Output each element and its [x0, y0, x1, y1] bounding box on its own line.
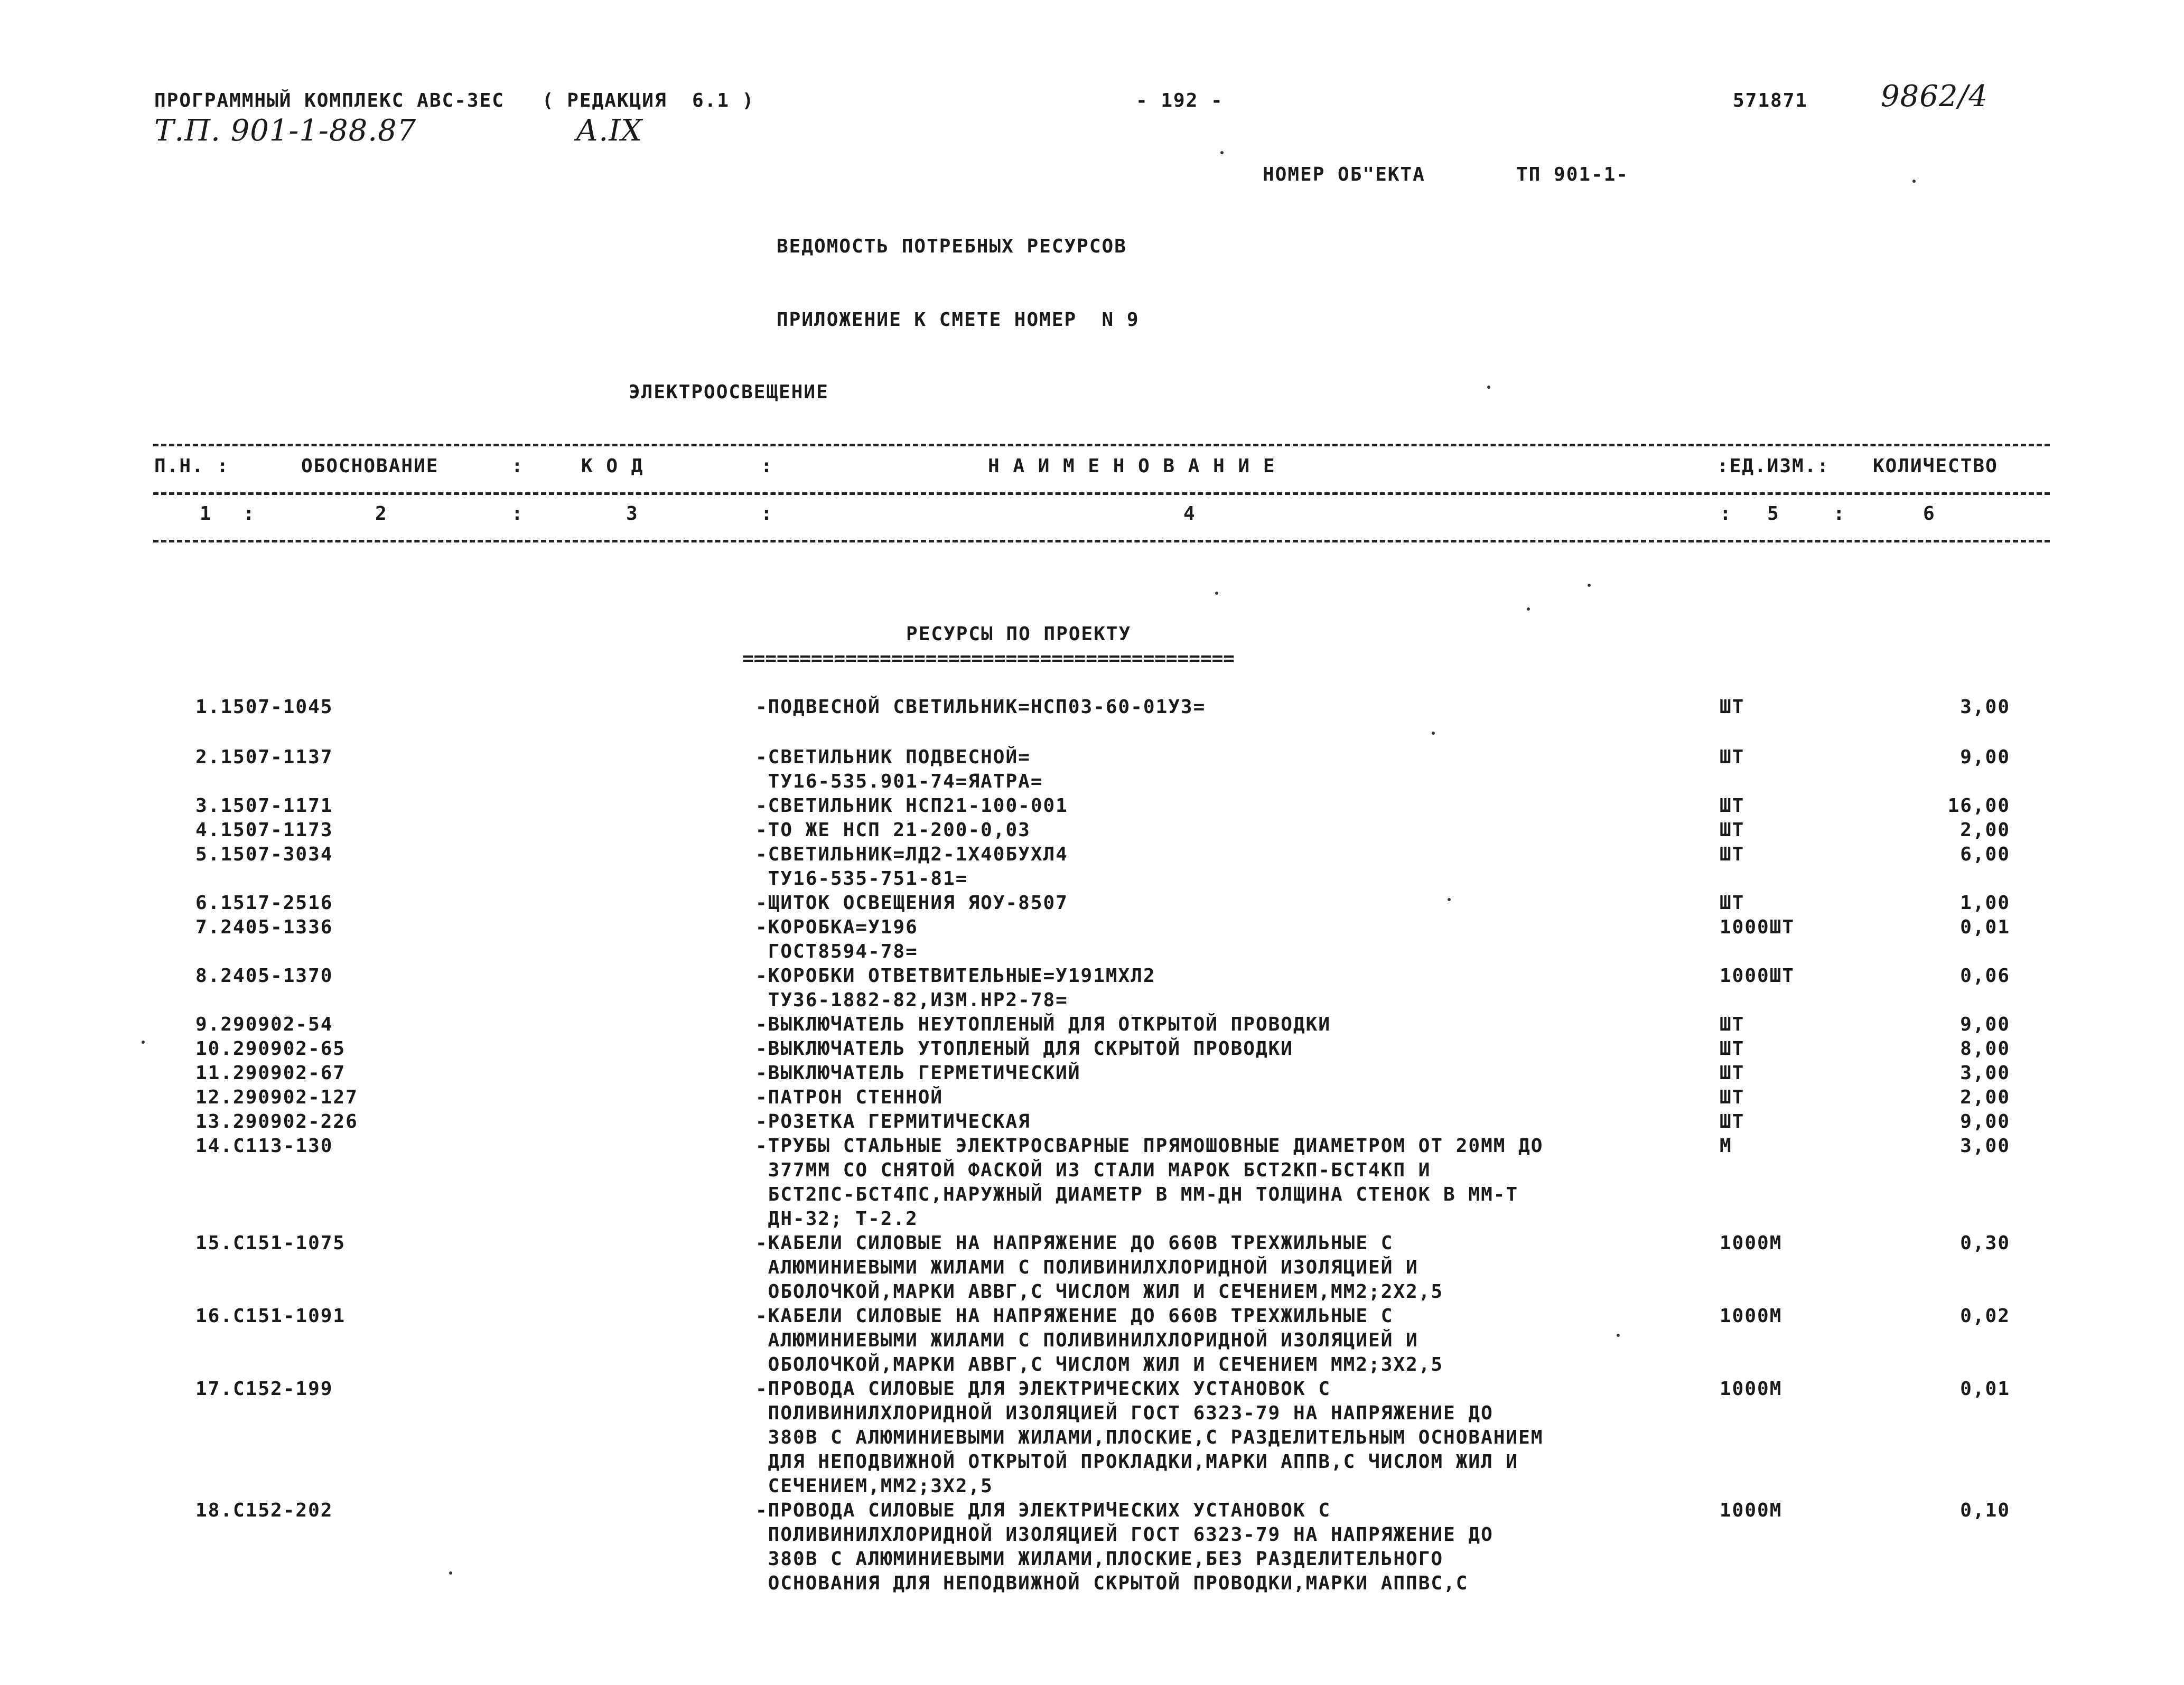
row-quantity: 2,00	[1960, 819, 2010, 841]
row-name	[755, 1038, 1706, 1062]
row-unit: ШТ	[1720, 1038, 1745, 1060]
row-unit: 1000М	[1720, 1232, 1782, 1254]
handwritten-tp: Т.П. 901-1-88.87	[154, 114, 417, 148]
col-number: 4	[1183, 503, 1196, 525]
resources-title: РЕСУРСЫ ПО ПРОЕКТУ	[906, 623, 1132, 645]
table-mid-rule	[153, 492, 2050, 495]
col-header-code: К О Д	[581, 455, 644, 477]
row-name	[755, 746, 1706, 795]
row-name-line: ТУ16-535.901-74=ЯАТРА=	[755, 771, 1043, 792]
row-name-line: АЛЮМИНИЕВЫМИ ЖИЛАМИ С ПОЛИВИНИЛХЛОРИДНОЙ ИЗОЛЯЦИЕЙ И	[755, 1330, 1418, 1351]
row-name	[755, 1500, 1706, 1597]
row-name	[755, 819, 1706, 844]
resources-underline: ===========================================	[742, 648, 1235, 669]
scan-speck	[1912, 180, 1916, 183]
scan-speck	[1487, 386, 1490, 389]
row-unit: ШТ	[1720, 844, 1745, 865]
row-name-line: -КОРОБКА=У196	[755, 916, 918, 938]
row-quantity: 3,00	[1960, 696, 2010, 718]
page-number: - 192 -	[1136, 90, 1224, 111]
row-quantity: 3,00	[1960, 1135, 2010, 1157]
row-name-line: 377ММ СО СНЯТОЙ ФАСКОЙ ИЗ СТАЛИ МАРОК БСТ2КП-БСТ4КП И	[755, 1159, 1431, 1181]
col-number: 1	[200, 503, 212, 525]
row-unit: ШТ	[1720, 892, 1745, 914]
row-unit: ШТ	[1720, 1014, 1745, 1035]
row-name-line: -ТО ЖЕ НСП 21-200-0,03	[755, 819, 1031, 841]
row-name-line: ТУ16-535-751-81=	[755, 868, 968, 890]
scan-speck	[1448, 898, 1451, 901]
scan-speck	[1527, 607, 1530, 611]
row-name	[755, 1111, 1706, 1135]
row-name	[755, 696, 1706, 720]
row-code: 14.С113-130	[195, 1135, 333, 1157]
row-name	[755, 1135, 1706, 1232]
program-line: ПРОГРАММНЫЙ КОМПЛЕКС АВС-3ЕС ( РЕДАКЦИЯ 6.1 )	[154, 90, 755, 111]
row-code: 13.290902-226	[195, 1111, 358, 1132]
row-code: 15.С151-1075	[195, 1232, 346, 1254]
scan-speck	[1215, 592, 1218, 595]
row-name-line: -ВЫКЛЮЧАТЕЛЬ ГЕРМЕТИЧЕСКИЙ	[755, 1062, 1081, 1084]
row-name-line: ОБОЛОЧКОЙ,МАРКИ АВВГ,С ЧИСЛОМ ЖИЛ И СЕЧЕНИЕМ ММ2;3Х2,5	[755, 1354, 1444, 1375]
col-number: 2	[375, 503, 388, 525]
row-name-line: -СВЕТИЛЬНИК ПОДВЕСНОЙ=	[755, 746, 1031, 768]
col-number-sep: :	[1720, 503, 1732, 525]
row-name-line: СЕЧЕНИЕМ,ММ2;3Х2,5	[755, 1475, 993, 1497]
row-code: 5.1507-3034	[195, 844, 333, 865]
handwritten-number: 9862/4	[1881, 79, 1989, 114]
col-number-sep: :	[243, 503, 256, 525]
row-name	[755, 1062, 1706, 1087]
row-code: 11.290902-67	[195, 1062, 346, 1084]
row-code: 7.2405-1336	[195, 916, 333, 938]
row-unit: ШТ	[1720, 1062, 1745, 1084]
row-name	[755, 1087, 1706, 1111]
row-name-line: ОБОЛОЧКОЙ,МАРКИ АВВГ,С ЧИСЛОМ ЖИЛ И СЕЧЕНИЕМ,ММ2;2Х2,5	[755, 1281, 1444, 1303]
row-name-line: -ВЫКЛЮЧАТЕЛЬ УТОПЛЕНЫЙ ДЛЯ СКРЫТОЙ ПРОВОДКИ	[755, 1038, 1293, 1060]
row-unit: ШТ	[1720, 795, 1745, 817]
row-name-line: -ПРОВОДА СИЛОВЫЕ ДЛЯ ЭЛЕКТРИЧЕСКИХ УСТАНОВОК С	[755, 1500, 1331, 1521]
section-title: ЭЛЕКТРООСВЕЩЕНИЕ	[629, 381, 829, 403]
col-header-unit: :ЕД.ИЗМ.:	[1717, 455, 1830, 477]
row-code: 12.290902-127	[195, 1087, 358, 1108]
col-number: 6	[1923, 503, 1936, 525]
row-name	[755, 965, 1706, 1014]
scan-speck	[1617, 1334, 1620, 1337]
col-header-basis: ОБОСНОВАНИЕ	[301, 455, 439, 477]
row-name-line: -СВЕТИЛЬНИК НСП21-100-001	[755, 795, 1068, 817]
col-number: 3	[626, 503, 639, 525]
row-code: 10.290902-65	[195, 1038, 346, 1060]
row-code: 8.2405-1370	[195, 965, 333, 987]
row-quantity: 0,01	[1960, 1378, 2010, 1400]
row-quantity: 0,06	[1960, 965, 2010, 987]
row-name-line: БСТ2ПС-БСТ4ПС,НАРУЖНЫЙ ДИАМЕТР В ММ-ДН ТОЛЩИНА СТЕНОК В ММ-Т	[755, 1184, 1519, 1205]
row-unit: М	[1720, 1135, 1732, 1157]
row-quantity: 1,00	[1960, 892, 2010, 914]
row-unit: ШТ	[1720, 819, 1745, 841]
row-name-line: ДЛЯ НЕПОДВИЖНОЙ ОТКРЫТОЙ ПРОКЛАДКИ,МАРКИ АППВ,С ЧИСЛОМ ЖИЛ И	[755, 1451, 1519, 1473]
row-code: 17.С152-199	[195, 1378, 333, 1400]
row-name-line: -ПРОВОДА СИЛОВЫЕ ДЛЯ ЭЛЕКТРИЧЕСКИХ УСТАНОВОК С	[755, 1378, 1331, 1400]
row-code: 2.1507-1137	[195, 746, 333, 768]
row-quantity: 16,00	[1947, 795, 2010, 817]
object-value: ТП 901-1-	[1516, 164, 1629, 185]
row-name-line: ПОЛИВИНИЛХЛОРИДНОЙ ИЗОЛЯЦИЕЙ ГОСТ 6323-79 НА НАПРЯЖЕНИЕ ДО	[755, 1402, 1494, 1424]
row-code: 6.1517-2516	[195, 892, 333, 914]
row-unit: ШТ	[1720, 1111, 1745, 1132]
row-name-line: -ПАТРОН СТЕННОЙ	[755, 1087, 944, 1108]
row-name-line: ТУ36-1882-82,ИЗМ.НР2-78=	[755, 989, 1068, 1011]
col-number-sep: :	[761, 503, 773, 525]
row-name	[755, 844, 1706, 892]
row-unit: 1000ШТ	[1720, 916, 1795, 938]
row-name	[755, 1232, 1706, 1305]
col-header-pn: П.Н. :	[154, 455, 230, 477]
row-unit: 1000М	[1720, 1378, 1782, 1400]
row-quantity: 0,30	[1960, 1232, 2010, 1254]
row-name-line: АЛЮМИНИЕВЫМИ ЖИЛАМИ С ПОЛИВИНИЛХЛОРИДНОЙ ИЗОЛЯЦИЕЙ И	[755, 1257, 1418, 1278]
row-name-line: ОСНОВАНИЯ ДЛЯ НЕПОДВИЖНОЙ СКРЫТОЙ ПРОВОДКИ,МАРКИ АППВС,С	[755, 1572, 1469, 1594]
col-number-sep: :	[1833, 503, 1846, 525]
row-name-line: ДН-32; Т-2.2	[755, 1208, 918, 1230]
row-quantity: 0,02	[1960, 1305, 2010, 1327]
row-name-line: -КАБЕЛИ СИЛОВЫЕ НА НАПРЯЖЕНИЕ ДО 660В ТРЕХЖИЛЬНЫЕ С	[755, 1232, 1394, 1254]
row-name-line: -РОЗЕТКА ГЕРМИТИЧЕСКАЯ	[755, 1111, 1031, 1132]
row-quantity: 6,00	[1960, 844, 2010, 865]
row-quantity: 0,01	[1960, 916, 2010, 938]
row-name	[755, 795, 1706, 819]
row-code: 16.С151-1091	[195, 1305, 346, 1327]
row-code: 3.1507-1171	[195, 795, 333, 817]
row-name-line: ГОСТ8594-78=	[755, 941, 918, 962]
row-name-line: -КОРОБКИ ОТВЕТВИТЕЛЬНЫЕ=У191МХЛ2	[755, 965, 1156, 987]
scan-speck	[1588, 584, 1591, 587]
col-header-sep: :	[511, 455, 524, 477]
row-name-line: 380В С АЛЮМИНИЕВЫМИ ЖИЛАМИ,ПЛОСКИЕ,БЕЗ РАЗДЕЛИТЕЛЬНОГО	[755, 1548, 1444, 1570]
row-unit: ШТ	[1720, 696, 1745, 718]
col-number: 5	[1767, 503, 1780, 525]
col-number-sep: :	[511, 503, 524, 525]
row-name-line: -СВЕТИЛЬНИК=ЛД2-1Х40БУХЛ4	[755, 844, 1068, 865]
row-unit: ШТ	[1720, 746, 1745, 768]
row-name-line: ПОЛИВИНИЛХЛОРИДНОЙ ИЗОЛЯЦИЕЙ ГОСТ 6323-79 НА НАПРЯЖЕНИЕ ДО	[755, 1524, 1494, 1546]
row-quantity: 0,10	[1960, 1500, 2010, 1521]
scan-speck	[1432, 732, 1435, 735]
row-unit: 1000ШТ	[1720, 965, 1795, 987]
row-name	[755, 916, 1706, 965]
handwritten-album: А.IX	[576, 114, 643, 148]
col-header-qty: КОЛИЧЕСТВО	[1873, 455, 1998, 477]
row-quantity: 9,00	[1960, 1111, 2010, 1132]
row-name	[755, 1305, 1706, 1378]
row-unit: 1000М	[1720, 1305, 1782, 1327]
row-name-line: -ВЫКЛЮЧАТЕЛЬ НЕУТОПЛЕНЫЙ ДЛЯ ОТКРЫТОЙ ПРОВОДКИ	[755, 1014, 1331, 1035]
row-quantity: 9,00	[1960, 746, 2010, 768]
row-name-line: -ПОДВЕСНОЙ СВЕТИЛЬНИК=НСП03-60-01У3=	[755, 696, 1206, 718]
row-unit: ШТ	[1720, 1087, 1745, 1108]
row-name	[755, 892, 1706, 916]
col-header-name: Н А И М Е Н О В А Н И Е	[988, 455, 1276, 477]
table-top-rule	[153, 444, 2050, 446]
object-label: НОМЕР ОБ"ЕКТА	[1263, 164, 1425, 185]
row-quantity: 3,00	[1960, 1062, 2010, 1084]
scan-speck	[142, 1041, 145, 1044]
row-quantity: 2,00	[1960, 1087, 2010, 1108]
table-bottom-rule	[153, 540, 2050, 542]
row-code: 9.290902-54	[195, 1014, 333, 1035]
doc-code: 571871	[1733, 90, 1808, 111]
row-name	[755, 1014, 1706, 1038]
row-name-line: -КАБЕЛИ СИЛОВЫЕ НА НАПРЯЖЕНИЕ ДО 660В ТРЕХЖИЛЬНЫЕ С	[755, 1305, 1394, 1327]
row-quantity: 9,00	[1960, 1014, 2010, 1035]
row-name-line: -ТРУБЫ СТАЛЬНЫЕ ЭЛЕКТРОСВАРНЫЕ ПРЯМОШОВНЫЕ ДИАМЕТРОМ ОТ 20ММ ДО	[755, 1135, 1544, 1157]
scan-speck	[1220, 151, 1224, 154]
row-code: 4.1507-1173	[195, 819, 333, 841]
row-code: 18.С152-202	[195, 1500, 333, 1521]
scan-speck	[449, 1571, 452, 1575]
row-name-line: -ЩИТОК ОСВЕЩЕНИЯ ЯОУ-8507	[755, 892, 1068, 914]
row-code: 1.1507-1045	[195, 696, 333, 718]
document-subtitle: ПРИЛОЖЕНИЕ К СМЕТЕ НОМЕР N 9	[777, 309, 1140, 331]
row-quantity: 8,00	[1960, 1038, 2010, 1060]
document-title: ВЕДОМОСТЬ ПОТРЕБНЫХ РЕСУРСОВ	[777, 236, 1127, 257]
row-unit: 1000М	[1720, 1500, 1782, 1521]
row-name	[755, 1378, 1706, 1500]
row-name-line: 380В С АЛЮМИНИЕВЫМИ ЖИЛАМИ,ПЛОСКИЕ,С РАЗДЕЛИТЕЛЬНЫМ ОСНОВАНИЕМ	[755, 1427, 1544, 1448]
col-header-sep: :	[761, 455, 773, 477]
